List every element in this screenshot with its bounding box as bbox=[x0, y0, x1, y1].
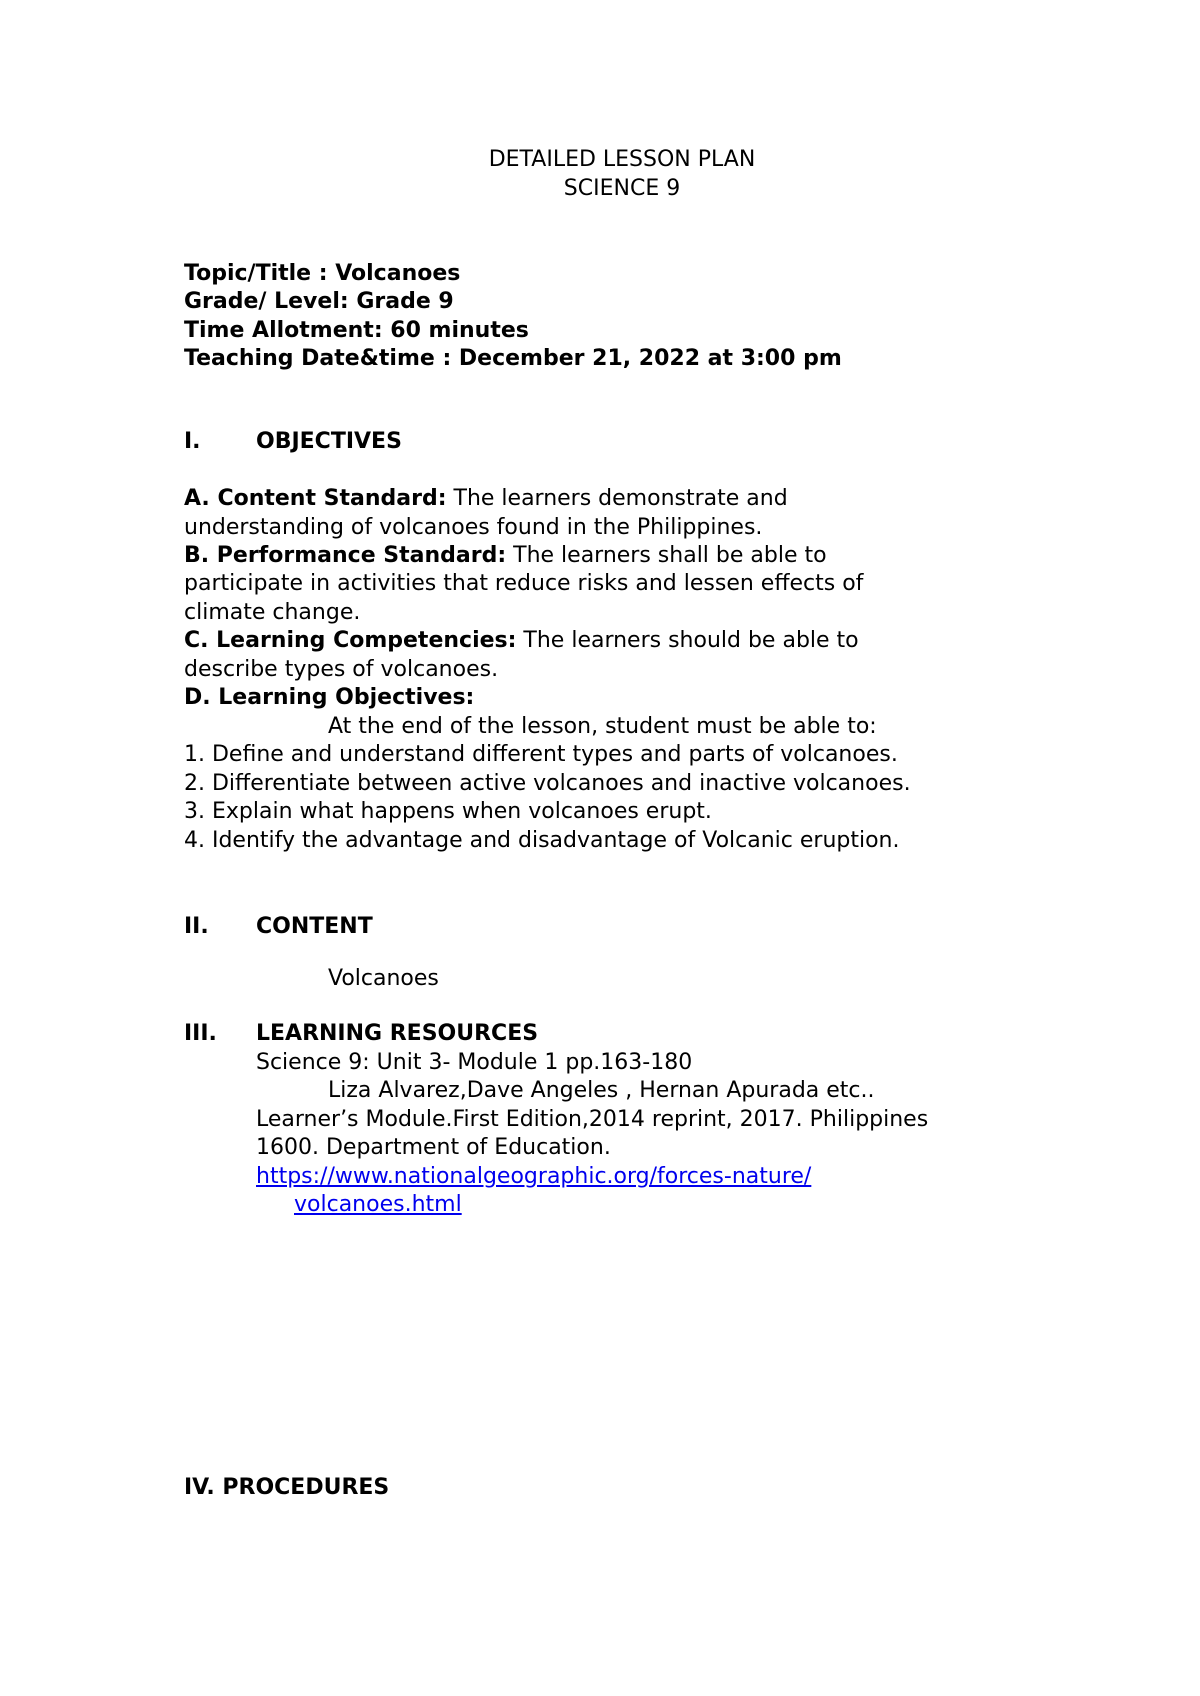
objective-item: 3. Explain what happens when volcanoes erupt. bbox=[184, 799, 712, 824]
performance-standard-label: B. Performance Standard: bbox=[184, 543, 507, 568]
grade-line: Grade/ Level: Grade 9 bbox=[184, 289, 454, 314]
resource-link[interactable]: https://www.nationalgeographic.org/forces-nature/ bbox=[256, 1164, 812, 1189]
learning-competencies-line2: describe types of volcanoes. bbox=[184, 657, 499, 682]
resources-numeral: III. bbox=[184, 1021, 217, 1046]
document-subtitle: SCIENCE 9 bbox=[563, 176, 681, 201]
learning-objectives-intro: At the end of the lesson, student must be able to: bbox=[328, 714, 877, 739]
learning-competencies-label: C. Learning Competencies: bbox=[184, 628, 517, 653]
performance-standard bbox=[184, 545, 827, 567]
content-heading: CONTENT bbox=[256, 914, 373, 939]
content-text: Volcanoes bbox=[328, 966, 439, 991]
learning-competencies-text: The learners should be able to bbox=[516, 628, 859, 653]
learning-objectives-label: D. Learning Objectives: bbox=[184, 685, 475, 710]
resource-line: Learner’s Module.First Edition,2014 reprint, 2017. Philippines bbox=[256, 1107, 929, 1132]
resources-heading: LEARNING RESOURCES bbox=[256, 1021, 539, 1046]
learning-competencies bbox=[184, 630, 859, 652]
performance-standard-line3: climate change. bbox=[184, 600, 361, 625]
objectives-numeral: I. bbox=[184, 429, 201, 454]
resource-link-continued[interactable]: volcanoes.html bbox=[294, 1192, 462, 1217]
content-numeral: II. bbox=[184, 914, 209, 939]
content-standard-line2: understanding of volcanoes found in the Philippines. bbox=[184, 515, 763, 540]
resource-line: Science 9: Unit 3- Module 1 pp.163-180 bbox=[256, 1050, 693, 1075]
topic-line: Topic/Title : Volcanoes bbox=[184, 261, 461, 286]
content-standard-label: A. Content Standard: bbox=[184, 486, 447, 511]
performance-standard-line2: participate in activities that reduce risks and lessen effects of bbox=[184, 571, 864, 596]
procedures-heading: IV. PROCEDURES bbox=[184, 1475, 390, 1500]
content-standard-text: The learners demonstrate and bbox=[446, 486, 788, 511]
objective-item: 4. Identify the advantage and disadvantage of Volcanic eruption. bbox=[184, 828, 900, 853]
document-title: DETAILED LESSON PLAN bbox=[488, 147, 756, 172]
objective-item: 2. Differentiate between active volcanoes and inactive volcanoes. bbox=[184, 771, 911, 796]
objective-item: 1. Define and understand different types and parts of volcanoes. bbox=[184, 742, 898, 767]
resource-line: 1600. Department of Education. bbox=[256, 1135, 611, 1160]
time-allotment-line: Time Allotment: 60 minutes bbox=[184, 318, 529, 343]
resource-line: Liza Alvarez,Dave Angeles , Hernan Apurada etc.. bbox=[328, 1078, 875, 1103]
objectives-heading: OBJECTIVES bbox=[256, 429, 402, 454]
content-standard bbox=[184, 488, 788, 510]
performance-standard-text: The learners shall be able to bbox=[506, 543, 827, 568]
teaching-date-line: Teaching Date&time : December 21, 2022 at 3:00 pm bbox=[184, 346, 842, 371]
